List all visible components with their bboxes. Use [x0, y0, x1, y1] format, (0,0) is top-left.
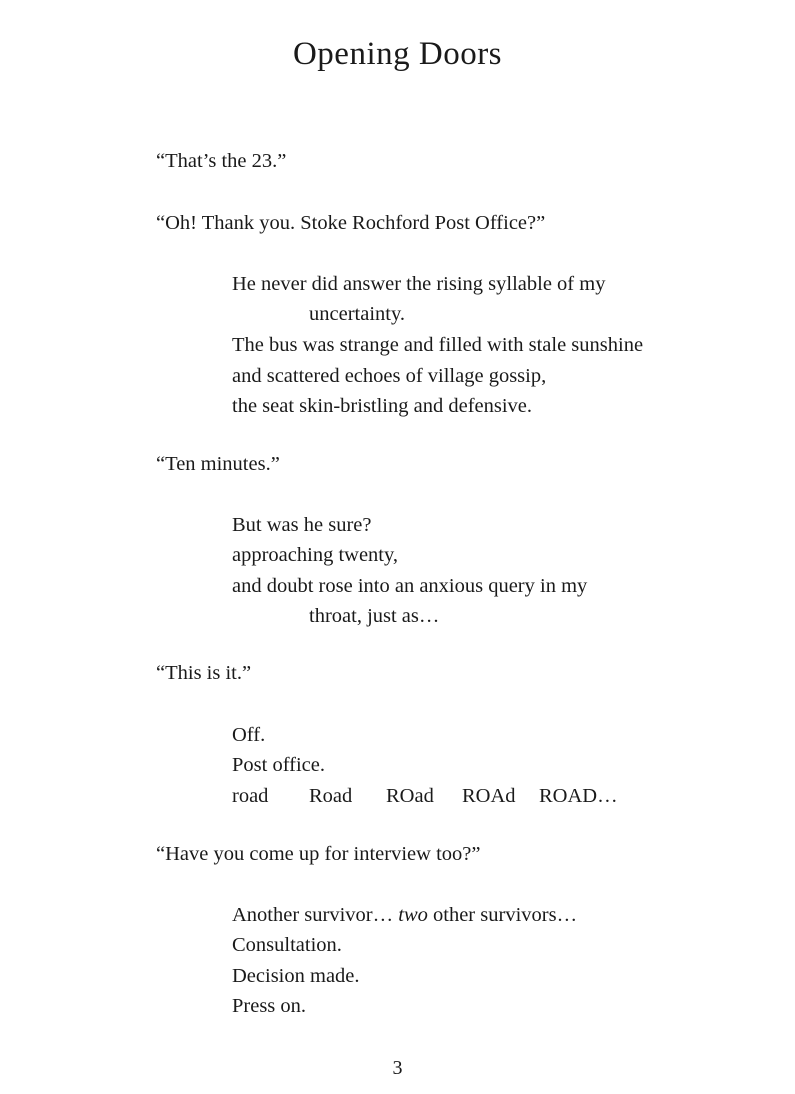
dialogue-line: “That’s the 23.”	[156, 150, 287, 172]
road-word: road	[232, 785, 269, 807]
page-number: 3	[392, 1057, 403, 1079]
verse-line-continuation: uncertainty.	[309, 303, 406, 325]
verse-line: He never did answer the rising syllable of my	[232, 273, 606, 295]
verse-line: and scattered echoes of village gossip,	[232, 365, 547, 387]
verse-line: Decision made.	[232, 965, 360, 987]
dialogue-line: “Ten minutes.”	[156, 453, 280, 475]
verse-line	[232, 905, 577, 926]
verse-line: and doubt rose into an anxious query in my	[232, 575, 588, 597]
verse-text: Another survivor…	[232, 904, 399, 926]
dialogue-line: “Oh! Thank you. Stoke Rochford Post Office?”	[156, 212, 546, 234]
verse-line: Post office.	[232, 754, 326, 776]
verse-line: approaching twenty,	[232, 544, 399, 566]
verse-line-continuation: throat, just as…	[309, 605, 440, 627]
verse-line: Press on.	[232, 995, 307, 1017]
verse-line: Consultation.	[232, 934, 342, 956]
road-word: ROAd	[462, 785, 516, 807]
road-word: Road	[309, 785, 353, 807]
dialogue-line: “This is it.”	[156, 662, 252, 684]
road-word: ROAD…	[539, 785, 618, 807]
verse-line: But was he sure?	[232, 514, 372, 536]
dialogue-line: “Have you come up for interview too?”	[156, 843, 481, 865]
verse-line: The bus was strange and filled with stale sunshine	[232, 334, 644, 356]
verse-line: the seat skin-bristling and defensive.	[232, 395, 533, 417]
page-title: Opening Doors	[292, 36, 503, 72]
verse-text: other survivors…	[427, 904, 578, 926]
emphasis-text: two	[398, 904, 428, 926]
road-word: ROad	[386, 785, 434, 807]
verse-line: Off.	[232, 724, 266, 746]
